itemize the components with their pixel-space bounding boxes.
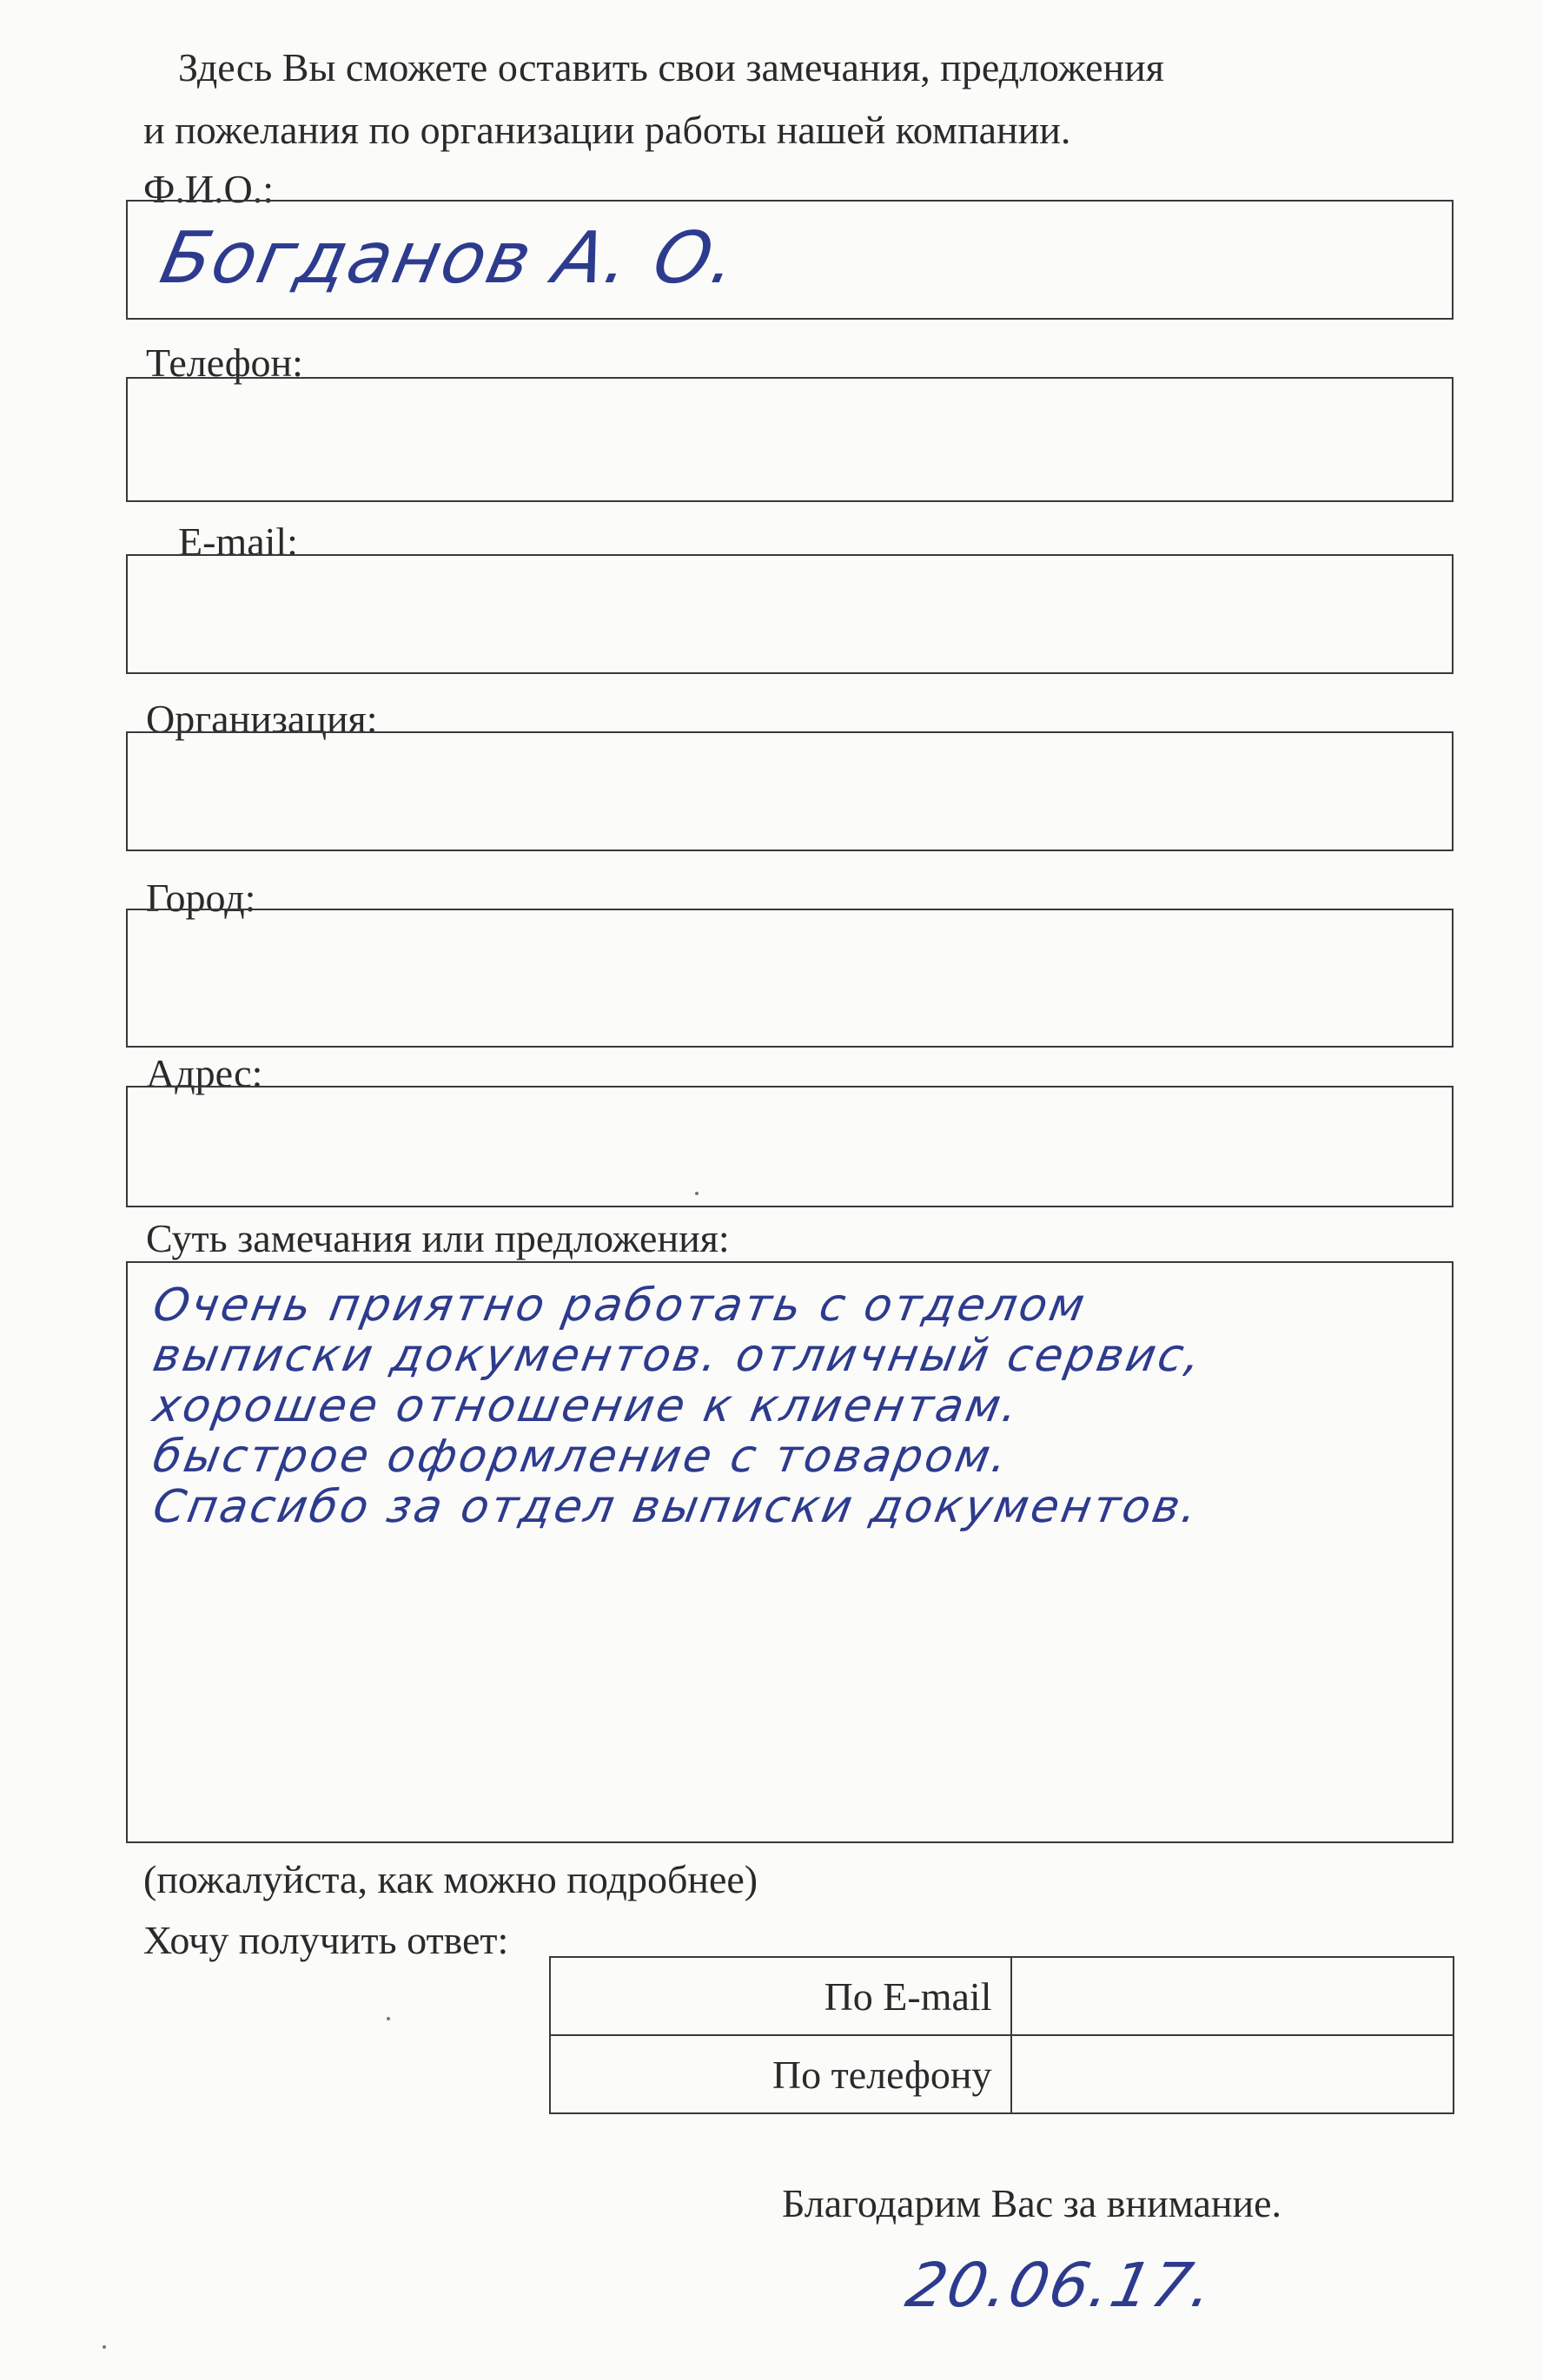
reply-option-email-label: По E-mail [550,1957,1011,2035]
scan-speck [103,2345,106,2349]
comment-line-1: Очень приятно работать с отделом [149,1279,1091,1332]
handwritten-date: 20.06.17. [900,2250,1222,2321]
intro-line-1: Здесь Вы сможете оставить свои замечания, предложения [178,45,1164,89]
comment-hint: (пожалуйста, как можно подробнее) [143,1857,758,1901]
address-field[interactable] [126,1086,1454,1207]
fio-handwritten-value: Богданов А. О. [153,217,746,300]
email-field[interactable] [126,554,1454,674]
phone-label: Телефон: [146,340,303,385]
comment-field[interactable] [126,1261,1454,1843]
comment-line-3: хорошее отношение к клиентам. [149,1380,1024,1432]
reply-label: Хочу получить ответ: [143,1918,509,1962]
reply-option-phone-checkbox[interactable] [1011,2035,1454,2113]
comment-label: Суть замечания или предложения: [146,1216,730,1260]
organization-field[interactable] [126,731,1454,851]
email-label: E-mail: [178,519,298,564]
phone-field[interactable] [126,377,1454,502]
comment-line-2: выписки документов. отличный сервис, [149,1330,1208,1382]
reply-option-row [550,1957,1454,2035]
reply-option-email-checkbox[interactable] [1011,1957,1454,2035]
fio-field[interactable] [126,200,1454,320]
reply-option-row [550,2035,1454,2113]
intro-line-2: и пожелания по организации работы нашей компании. [143,108,1071,152]
city-field[interactable] [126,909,1454,1048]
scan-speck [387,2017,390,2020]
scan-speck [695,1192,699,1195]
address-label: Адрес: [146,1051,263,1095]
comment-line-5: Спасибо за отдел выписки документов. [149,1481,1204,1533]
reply-option-phone-label: По телефону [550,2035,1011,2113]
comment-handwritten-text [149,1279,1440,1533]
fio-label: Ф.И.О.: [143,167,275,211]
reply-options-table [549,1956,1454,2114]
comment-line-4: быстрое оформление с товаром. [149,1431,1014,1483]
organization-label: Организация: [146,697,378,741]
thanks-text: Благодарим Вас за внимание. [782,2181,1282,2225]
intro-text [143,36,1447,162]
city-label: Город: [146,876,256,920]
